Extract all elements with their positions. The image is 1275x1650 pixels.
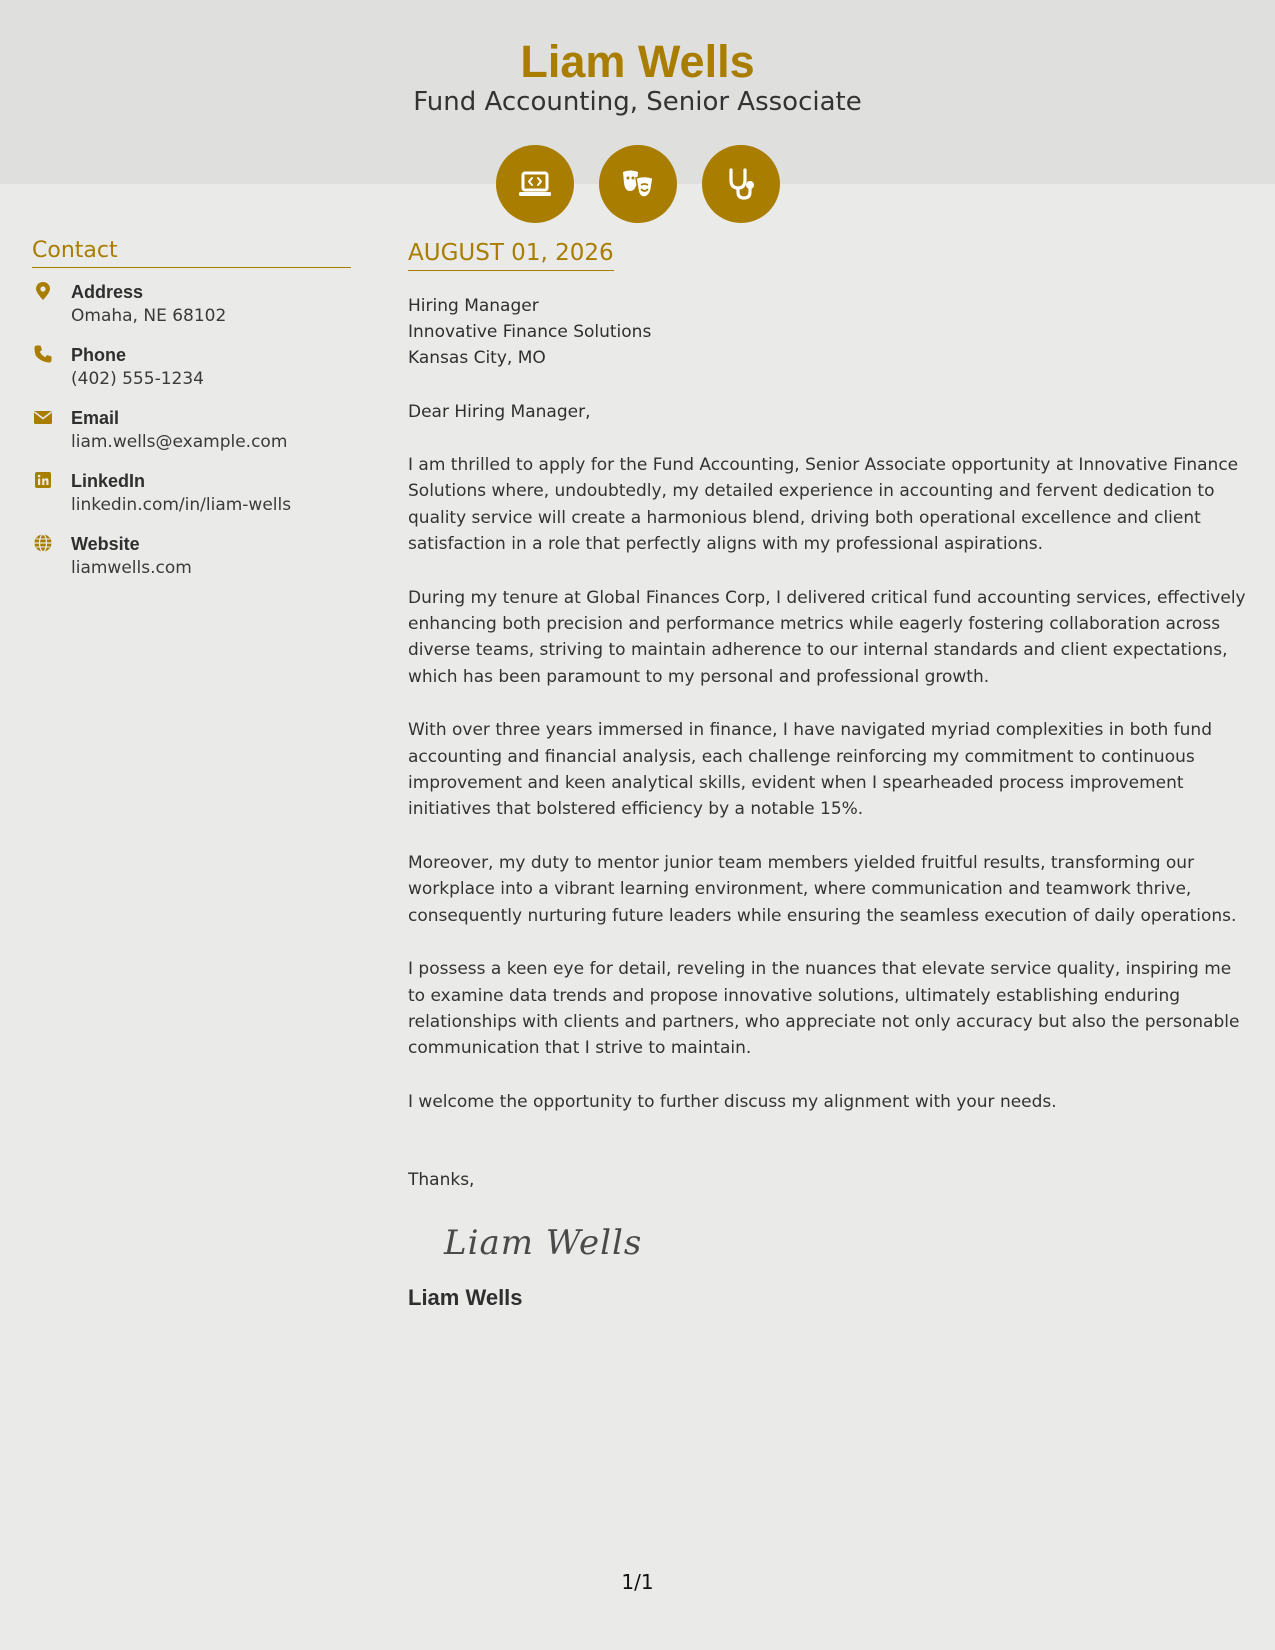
body-paragraph: I possess a keen eye for detail, reveling in the nuances that elevate service quality, inspiring me to examine data trends and propose innovative solutions, ultimately establishing enduring relationships with clients and partners, who appreciate not only accuracy but also the personable communication that I strive to maintain.	[408, 959, 1240, 1059]
applicant-name: Liam Wells	[520, 36, 755, 87]
globe-icon	[33, 533, 55, 555]
letter-date: AUGUST 01, 2026	[408, 240, 614, 271]
signatory-name: Liam Wells	[408, 1285, 523, 1311]
contact-heading: Contact	[32, 238, 351, 268]
closing: Thanks,	[408, 1170, 475, 1191]
contact-value: Omaha, NE 68102	[71, 306, 227, 326]
job-title: Fund Accounting, Senior Associate	[413, 87, 862, 117]
body-paragraph: I welcome the opportunity to further discuss my alignment with your needs.	[408, 1091, 1057, 1112]
phone-icon	[33, 344, 55, 366]
recipient-line: Kansas City, MO	[408, 348, 546, 368]
laptop-code-icon	[496, 145, 574, 223]
recipient-line: Hiring Manager	[408, 296, 539, 316]
handwritten-signature: Liam Wells	[444, 1223, 643, 1264]
theater-masks-icon	[599, 145, 677, 223]
contact-value: liam.wells@example.com	[71, 432, 288, 452]
contact-address	[32, 280, 351, 329]
contact-label: Address	[71, 282, 144, 302]
body-paragraph: During my tenure at Global Finances Corp, I delivered critical fund accounting services, effectively enhancing both precision and performance metrics while eagerly fostering collaboration across diverse teams, striving to maintain adherence to our internal standards and client expectations, which has been paramount to my personal and professional growth.	[408, 587, 1246, 687]
body-paragraph: With over three years immersed in finance, I have navigated myriad complexities in both fund accounting and financial analysis, each challenge reinforcing my commitment to continuous improvement and keen analytical skills, evident when I spearheaded process improvement initiatives that bolstered efficiency by a notable 15%.	[408, 720, 1212, 820]
body-paragraph: I am thrilled to apply for the Fund Accounting, Senior Associate opportunity at Innovative Finance Solutions where, undoubtedly, my detailed experience in accounting and fervent dedication to quality service will create a harmonious blend, driving both operational excellence and client satisfaction in a role that perfectly aligns with my professional aspirations.	[408, 455, 1239, 555]
contact-sidebar	[32, 238, 351, 595]
recipient-line: Innovative Finance Solutions	[408, 322, 652, 342]
contact-email	[32, 406, 351, 455]
page-number: 1/1	[621, 1570, 654, 1594]
contact-label: Website	[71, 534, 140, 554]
contact-value: liamwells.com	[71, 558, 192, 578]
contact-label: Phone	[71, 345, 127, 365]
contact-linkedin	[32, 469, 351, 518]
stethoscope-icon	[702, 145, 780, 223]
contact-value: linkedin.com/in/liam-wells	[71, 495, 292, 515]
contact-value: (402) 555-1234	[71, 369, 204, 389]
contact-website	[32, 532, 351, 581]
greeting: Dear Hiring Manager,	[408, 402, 591, 422]
contact-label: Email	[71, 408, 120, 428]
envelope-icon	[33, 407, 55, 429]
map-pin-icon	[33, 281, 55, 303]
header-icon-row	[0, 145, 1275, 223]
contact-label: LinkedIn	[71, 471, 146, 491]
body-paragraph: Moreover, my duty to mentor junior team members yielded fruitful results, transforming our workplace into a vibrant learning environment, where communication and teamwork thrive, consequently nurturing future leaders while ensuring the seamless execution of daily operations.	[408, 852, 1237, 926]
contact-phone	[32, 343, 351, 392]
recipient-block	[408, 293, 1250, 371]
linkedin-icon	[33, 470, 55, 492]
letter-body	[408, 240, 1250, 1311]
